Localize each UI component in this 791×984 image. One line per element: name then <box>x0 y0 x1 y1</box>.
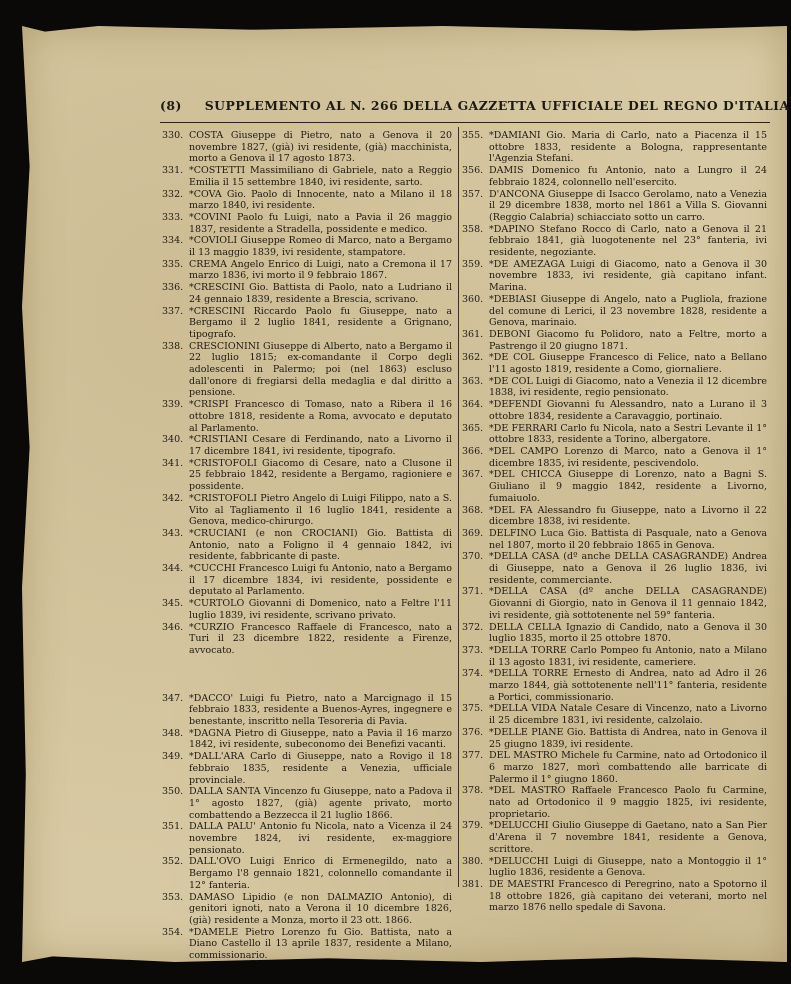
entry-number: 365. <box>462 422 484 434</box>
entry-number: 375. <box>462 703 484 715</box>
entry-number: 353. <box>162 891 184 903</box>
entry-number: 339. <box>162 399 184 411</box>
list-item <box>462 130 767 165</box>
entry-text: *COVIOLI Giuseppe Romeo di Marco, nato a Bergamo il 13 maggio 1839, ivi residente, stampatore. <box>189 235 452 259</box>
list-item <box>462 879 767 914</box>
right-column <box>462 130 767 914</box>
entry-number: 366. <box>462 445 484 457</box>
entry-number: 370. <box>462 551 484 563</box>
list-item <box>462 189 767 224</box>
entry-text: *DELLA CASA (dº anche DELLA CASAGRANDE) Giovanni di Giorgio, nato in Genova il 11 gennaio 1842, ivi residente, già sottotenente nel 59° fanteria. <box>489 586 767 621</box>
list-item <box>162 306 452 341</box>
entry-number: 342. <box>162 492 184 504</box>
entry-number: 335. <box>162 258 184 270</box>
list-item <box>162 399 452 434</box>
list-item <box>462 785 767 820</box>
entry-number: 336. <box>162 282 184 294</box>
list-item <box>462 750 767 785</box>
entry-text: *DACCO' Luigi fu Pietro, nato a Marcignago il 15 febbraio 1833, residente a Buenos-Ayres, ingegnere e benestante, inscritto nella Tesoreria di Pavia. <box>189 692 452 728</box>
list-item <box>162 165 452 188</box>
entry-number: 332. <box>162 188 184 200</box>
list-item <box>462 259 767 294</box>
entry-number: 369. <box>462 527 484 539</box>
entry-number: 377. <box>462 750 484 762</box>
list-item <box>462 727 767 750</box>
list-item <box>162 282 452 305</box>
entry-number: 348. <box>162 727 184 739</box>
list-item <box>162 927 452 962</box>
list-item <box>162 892 452 927</box>
entry-text: *CRISTOFOLI Giacomo di Cesare, nato a Clusone il 25 febbraio 1842, residente a Bergamo, ragioniere e possidente. <box>189 457 452 493</box>
entry-text: DELFINO Luca Gio. Battista di Pasquale, nato a Genova nel 1807, morto il 20 febbraio 1865 in Genova. <box>489 527 767 551</box>
entry-number: 334. <box>162 235 184 247</box>
entry-number: 372. <box>462 621 484 633</box>
entry-text: *CRESCINI Riccardo Paolo fu Giuseppe, nato a Bergamo il 2 luglio 1841, residente a Grignano, tipografo. <box>189 305 452 340</box>
entry-number: 359. <box>462 258 484 270</box>
entry-text: COSTA Giuseppe di Pietro, nato a Genova il 20 novembre 1827, (già) ivi residente, (già) macchinista, morto a Genova il 17 agosto 1873. <box>189 130 452 165</box>
entry-text: *DELUCCHI Luigi di Giuseppe, nato a Montoggio il 1° luglio 1836, residente a Genova. <box>489 855 767 879</box>
entry-text: *CRISPI Francesco di Tomaso, nato a Ribera il 16 ottobre 1818, residente a Roma, avvocato e deputato al Parlamento. <box>189 399 452 434</box>
list-item <box>462 399 767 422</box>
list-item <box>462 586 767 621</box>
list-item <box>162 598 452 621</box>
entry-number: 347. <box>162 692 184 704</box>
list-item <box>162 821 452 856</box>
list-item <box>162 212 452 235</box>
left-column <box>162 130 452 962</box>
entry-text: *DAGNA Pietro di Giuseppe, nato a Pavia il 16 marzo 1842, ivi residente, subeconomo dei Benefizi vacanti. <box>189 727 452 751</box>
entry-number: 374. <box>462 668 484 680</box>
entry-text: *DAMELE Pietro Lorenzo fu Gio. Battista, nato a Diano Castello il 13 aprile 1837, residente a Milano, commissionario. <box>189 926 452 962</box>
list-item <box>462 469 767 504</box>
list-item <box>162 341 452 400</box>
entry-number: 360. <box>462 293 484 305</box>
entry-text: *COVINI Paolo fu Luigi, nato a Pavia il 26 maggio 1837, residente a Stradella, possidente e medico. <box>189 211 452 235</box>
entry-text: DELLA CELLA Ignazio di Candido, nato a Genova il 30 luglio 1835, morto il 25 ottobre 1870. <box>489 621 767 645</box>
list-item <box>162 622 452 657</box>
page-header <box>160 98 790 118</box>
entry-text: DEL MASTRO Michele fu Carmine, nato ad Ortodonico il 6 marzo 1827, morì combattendo alle barricate di Palermo il 1° giugno 1860. <box>489 750 767 785</box>
list-item <box>162 528 452 563</box>
entry-text: *CRISTOFOLI Pietro Angelo di Luigi Filippo, nato a S. Vito al Tagliamento il 16 luglio 1841, residente a Genova, medico-chirurgo. <box>189 492 452 528</box>
list-item <box>162 130 452 165</box>
entry-text: DAMIS Domenico fu Antonio, nato a Lungro il 24 febbraio 1824, colonnello nell'esercito. <box>489 165 767 188</box>
entry-number: 357. <box>462 188 484 200</box>
entry-number: 350. <box>162 786 184 798</box>
list-item <box>162 189 452 212</box>
list-item <box>462 551 767 586</box>
list-item <box>462 423 767 446</box>
entry-text: *DE COL Giuseppe Francesco di Felice, nato a Bellano l'11 agosto 1819, residente a Como, giornaliere. <box>489 352 767 376</box>
entry-text: *COSTETTI Massimiliano di Gabriele, nato a Reggio Emilia il 15 settembre 1840, ivi residente, sarto. <box>189 165 452 188</box>
entry-number: 355. <box>462 130 484 141</box>
entry-text: *DELLA TORRE Carlo Pompeo fu Antonio, nato a Milano il 13 agosto 1831, ivi residente, cameriere. <box>489 644 767 668</box>
entry-text: *DEL CAMPO Lorenzo di Marco, nato a Genova il 1° dicembre 1835, ivi residente, pescivendolo. <box>489 445 767 469</box>
list-item <box>162 728 452 751</box>
entry-number: 381. <box>462 879 484 890</box>
list-item <box>162 493 452 528</box>
entry-text: *CURTOLO Giovanni di Domenico, nato a Feltre l'11 luglio 1839, ivi residente, scrivano privato. <box>189 598 452 621</box>
entry-text: DALLA PALU' Antonio fu Nicola, nato a Vicenza il 24 novembre 1824, ivi residente, ex-maggiore pensionato. <box>189 821 452 856</box>
list-item <box>462 224 767 259</box>
entry-number: 330. <box>162 130 184 141</box>
entry-number: 354. <box>162 926 184 938</box>
section-gap <box>162 657 452 693</box>
entry-number: 367. <box>462 469 484 481</box>
entry-number: 351. <box>162 821 184 833</box>
list-item <box>462 165 767 188</box>
entry-text: DALLA SANTA Vincenzo fu Giuseppe, nato a Padova il 1° agosto 1827, (già) agente privato, morto combattendo a Bezzecca il 21 luglio 1866. <box>189 786 452 821</box>
entry-text: *COVA Gio. Paolo di Innocente, nato a Milano il 18 marzo 1840, ivi residente. <box>189 188 452 212</box>
entry-number: 349. <box>162 751 184 763</box>
list-item <box>462 668 767 703</box>
entry-number: 331. <box>162 165 184 177</box>
list-item <box>162 563 452 598</box>
entry-text: *DELLA VIDA Natale Cesare di Vincenzo, nato a Livorno il 25 dicembre 1831, ivi residente, calzolaio. <box>489 703 767 727</box>
entry-text: *CRESCINI Gio. Battista di Paolo, nato a Ludriano il 24 gennaio 1839, residente a Brescia, scrivano. <box>189 282 452 305</box>
entry-text: *CUCCHI Francesco Luigi fu Antonio, nato a Bergamo il 17 dicembre 1834, ivi residente, possidente e deputato al Parlamento. <box>189 563 452 598</box>
list-item <box>162 786 452 821</box>
entry-number: 333. <box>162 211 184 223</box>
list-item <box>162 434 452 457</box>
entry-number: 373. <box>462 644 484 656</box>
entry-number: 352. <box>162 856 184 868</box>
entry-text: CREMA Angelo Enrico di Luigi, nato a Cremona il 17 marzo 1836, ivi morto il 9 febbraio 1867. <box>189 258 452 282</box>
list-item <box>162 693 452 728</box>
entry-number: 343. <box>162 527 184 539</box>
entry-text: *DEL MASTRO Raffaele Francesco Paolo fu Carmine, nato ad Ortodonico il 9 maggio 1825, ivi residente, proprietario. <box>489 785 767 820</box>
list-item <box>162 458 452 493</box>
list-item <box>462 505 767 528</box>
entry-number: 371. <box>462 586 484 598</box>
entry-text: *DE FERRARI Carlo fu Nicola, nato a Sestri Levante il 1° ottobre 1833, residente a Torino, albergatore. <box>489 422 767 446</box>
entry-text: *DAPINO Stefano Rocco di Carlo, nato a Genova il 21 febbraio 1841, già luogotenente nel 23° fanteria, ivi residente, negoziante. <box>489 223 767 259</box>
entry-number: 341. <box>162 457 184 469</box>
page-number: (8) <box>160 98 182 113</box>
entry-number: 378. <box>462 785 484 797</box>
entry-text: DE MAESTRI Francesco di Peregrino, nato a Spotorno il 18 ottobre 1826, già capitano dei veterani, morto nel marzo 1876 nello spedale di Savona. <box>489 879 767 914</box>
entry-text: D'ANCONA Giuseppe di Isacco Gerolamo, nato a Venezia il 29 dicembre 1838, morto nel 1861 a Villa S. Giovanni (Reggio Calabria) schiacciato sotto un carro. <box>489 188 767 223</box>
entry-text: DALL'OVO Luigi Enrico di Ermenegildo, nato a Bergamo l'8 gennaio 1821, colonnello comandante il 12° fanteria. <box>189 856 452 891</box>
entry-text: CRESCIONINI Giuseppe di Alberto, nato a Bergamo il 22 luglio 1815; ex-comandante il Corpo degli adolescenti in Palermo; poi (nel 1863) escluso dall'onore di fregiarsi della medaglia e dal diritto a pensione. <box>189 340 452 399</box>
list-item <box>162 235 452 258</box>
entry-text: *DEL CHICCA Giuseppe di Lorenzo, nato a Bagni S. Giuliano il 9 maggio 1842, residente a Livorno, fumaiuolo. <box>489 469 767 504</box>
entry-number: 368. <box>462 504 484 516</box>
entry-number: 345. <box>162 598 184 610</box>
entry-text: *CRUCIANI (e non CROCIANI) Gio. Battista di Antonio, nato a Foligno il 4 gennaio 1842, ivi residente, fabbricante di paste. <box>189 527 452 563</box>
list-item <box>462 446 767 469</box>
header-title: SUPPLEMENTO AL N. 266 DELLA GAZZETTA UFFICIALE DEL REGNO D'ITALIA <box>204 98 790 113</box>
entry-text: *CURZIO Francesco Raffaele di Francesco, nato a Turi il 23 dicembre 1822, residente a Firenze, avvocato. <box>189 621 452 656</box>
entry-number: 364. <box>462 399 484 411</box>
entry-number: 363. <box>462 375 484 387</box>
entry-text: DEBONI Giacomo fu Polidoro, nato a Feltre, morto a Pastrengo il 20 giugno 1871. <box>489 328 767 352</box>
entry-number: 380. <box>462 855 484 867</box>
entry-text: *DELLA TORRE Ernesto di Andrea, nato ad Adro il 26 marzo 1844, già sottotenente nell'11° fanteria, residente a Portici, commissionario. <box>489 668 767 703</box>
entry-number: 379. <box>462 820 484 832</box>
entry-text: *DEBIASI Giuseppe di Angelo, nato a Pugliola, frazione del comune di Lerici, il 23 novembre 1828, residente a Genova, marinaio. <box>489 293 767 329</box>
entry-text: *DE AMEZAGA Luigi di Giacomo, nato a Genova il 30 novembre 1833, ivi residente, già capitano infant. Marina. <box>489 258 767 294</box>
entry-number: 338. <box>162 340 184 352</box>
header-rule <box>160 122 770 123</box>
list-item <box>462 703 767 726</box>
column-divider <box>458 127 459 887</box>
entry-number: 358. <box>462 223 484 235</box>
entry-text: DAMASO Lipidio (e non DALMAZIO Antonio), di genitori ignoti, nato a Verona il 10 dicembre 1826, (già) residente a Monza, morto il 23 ott. 1866. <box>189 891 452 926</box>
entry-text: *DELLE PIANE Gio. Battista di Andrea, nato in Genova il 25 giugno 1839, ivi residente. <box>489 726 767 750</box>
entry-number: 362. <box>462 352 484 364</box>
list-item <box>462 645 767 668</box>
entry-text: *CRISTIANI Cesare di Ferdinando, nato a Livorno il 17 dicembre 1841, ivi residente, tipografo. <box>189 434 452 457</box>
list-item <box>462 376 767 399</box>
entry-text: *DELUCCHI Giulio Giuseppe di Gaetano, nato a San Pier d'Arena il 7 novembre 1841, residente a Genova, scrittore. <box>489 820 767 855</box>
entry-number: 340. <box>162 434 184 446</box>
list-item <box>462 528 767 551</box>
list-item <box>462 820 767 855</box>
entry-text: *DE COL Luigi di Giacomo, nato a Venezia il 12 dicembre 1838, ivi residente, regio pensionato. <box>489 375 767 399</box>
entry-number: 344. <box>162 563 184 575</box>
list-item <box>462 856 767 879</box>
entry-number: 361. <box>462 328 484 340</box>
entry-number: 346. <box>162 621 184 633</box>
entry-text: *DELLA CASA (dº anche DELLA CASAGRANDE) Andrea di Giuseppe, nato a Genova il 26 luglio 1836, ivi residente, commerciante. <box>489 551 767 586</box>
list-item <box>462 294 767 329</box>
list-item <box>462 329 767 352</box>
entry-number: 337. <box>162 305 184 317</box>
entry-text: *DAMIANI Gio. Maria di Carlo, nato a Piacenza il 15 ottobre 1833, residente a Bologna, rappresentante l'Agenzia Stefani. <box>489 130 767 165</box>
list-item <box>162 856 452 891</box>
entry-text: *DALL'ARA Carlo di Giuseppe, nato a Rovigo il 18 febbraio 1835, residente a Venezia, ufficiale provinciale. <box>189 751 452 786</box>
entry-number: 376. <box>462 726 484 738</box>
list-item <box>162 751 452 786</box>
entry-text: *DEL FA Alessandro fu Giuseppe, nato a Livorno il 22 dicembre 1838, ivi residente. <box>489 504 767 528</box>
entry-text: *DEFENDI Giovanni fu Alessandro, nato a Lurano il 3 ottobre 1834, residente a Caravaggio, portinaio. <box>489 399 767 422</box>
entry-number: 356. <box>462 165 484 177</box>
list-item <box>462 622 767 645</box>
list-item <box>162 259 452 282</box>
list-item <box>462 352 767 375</box>
